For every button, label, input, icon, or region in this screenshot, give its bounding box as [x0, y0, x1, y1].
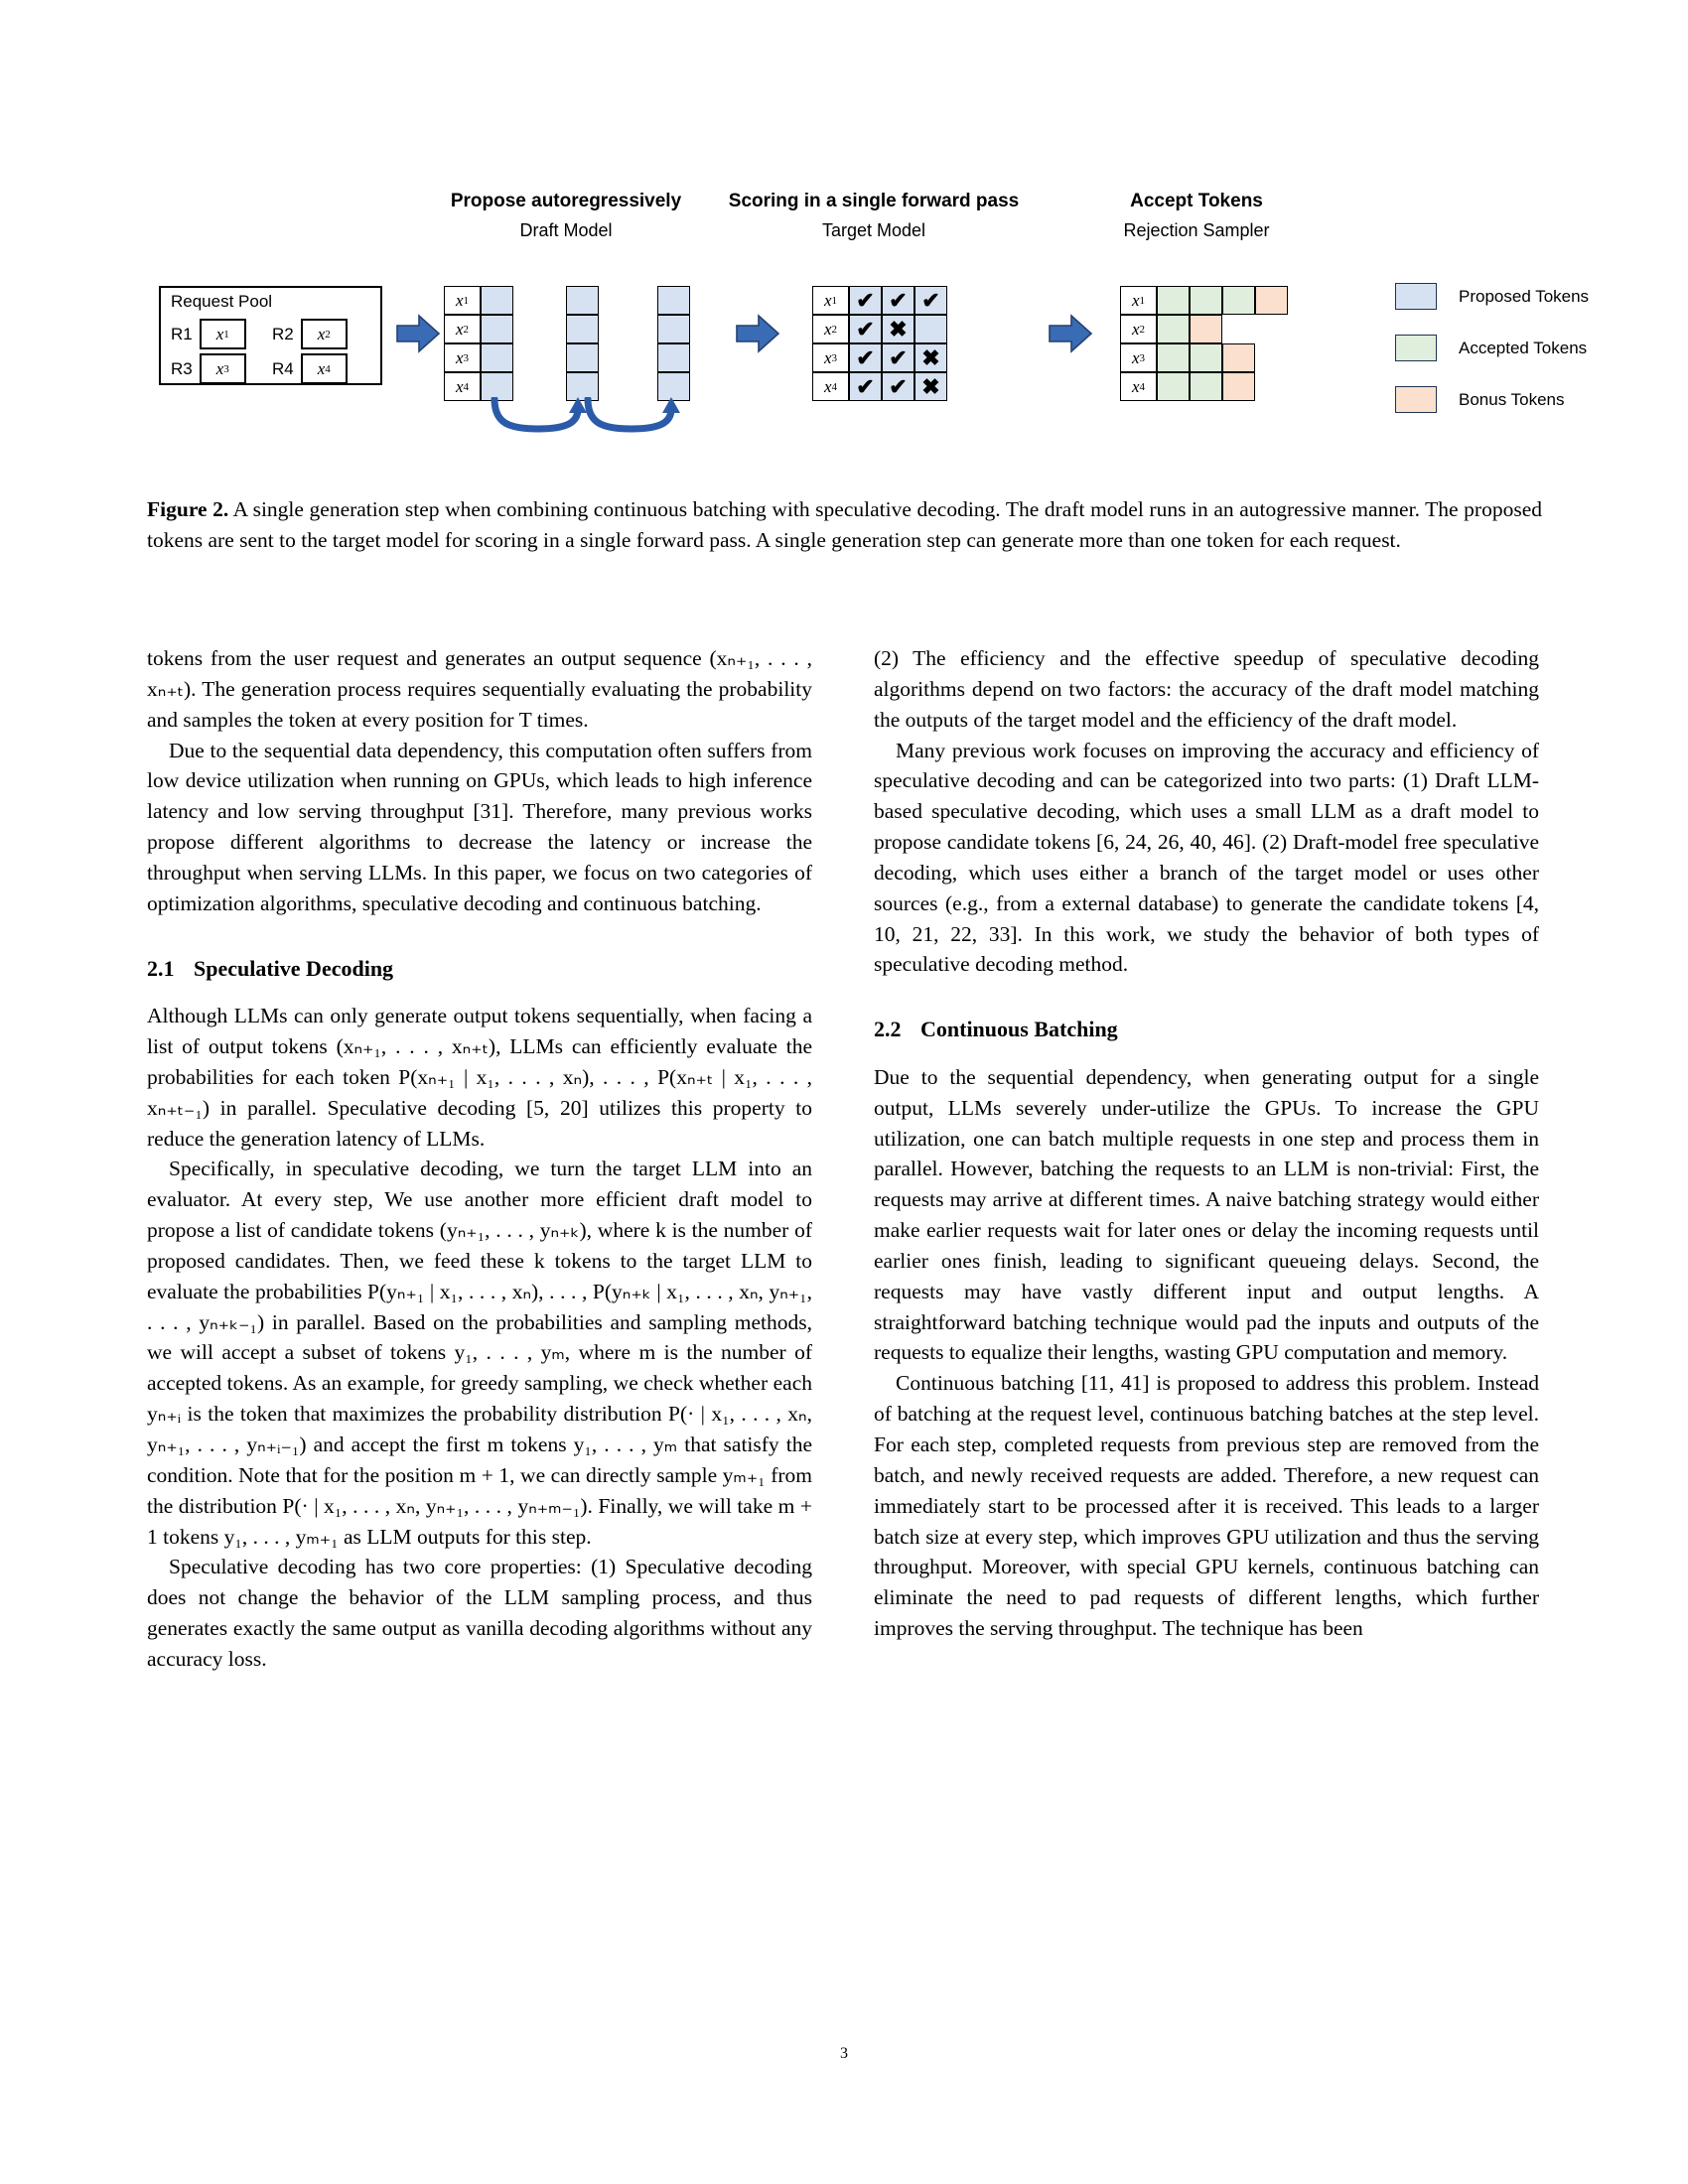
- figure-caption-label: Figure 2.: [147, 497, 229, 521]
- figure-caption: [147, 494, 1542, 555]
- cross-icon: ✖: [921, 344, 940, 370]
- request-label-r3: R3: [171, 358, 193, 378]
- accept-stage-title: Accept Tokens: [1130, 191, 1263, 211]
- accept-row-label-x1: x 1: [1120, 286, 1157, 315]
- score-cell-check: [914, 286, 947, 315]
- section-heading-2-1: [147, 953, 812, 985]
- draft-cell: [657, 286, 690, 315]
- empty-cell: [1255, 343, 1288, 372]
- draft-row-1: [566, 286, 599, 315]
- accepted-token-cell: [1190, 372, 1222, 401]
- figure-caption-text: A single generation step when combining continuous batching with speculative decoding. The draft model runs in an autogressive manner. The proposed tokens are sent to the target model for scoring in a single forward pass. A single generation step can generate more than one token for each request.: [147, 497, 1542, 552]
- figure-legend: [1395, 283, 1589, 438]
- page-number: 3: [840, 2045, 848, 2062]
- draft-cell: [566, 286, 599, 315]
- request-token-r1: x 1: [200, 319, 246, 349]
- draft-cell: [481, 315, 513, 343]
- draft-row-1: [444, 286, 513, 315]
- score-cell-check: [849, 315, 882, 343]
- empty-cell: [1222, 315, 1255, 343]
- figure-2: [0, 0, 1688, 552]
- draft-cell: [481, 286, 513, 315]
- accepted-token-cell: [1222, 286, 1255, 315]
- accept-row-label-x3: x 3: [1120, 343, 1157, 372]
- accept-row-label-x4: x 4: [1120, 372, 1157, 401]
- draft-stage-subtitle: Draft Model: [519, 220, 613, 240]
- target-row-x4: [812, 372, 947, 401]
- draft-row-1: [657, 286, 690, 315]
- target-row-label-x1: x 1: [812, 286, 849, 315]
- legend-swatch-accepted: [1395, 335, 1437, 361]
- legend-label-bonus: Bonus Tokens: [1459, 389, 1565, 409]
- draft-row-2: [657, 315, 690, 343]
- accepted-token-cell: [1190, 286, 1222, 315]
- target-row-label-x4: x 4: [812, 372, 849, 401]
- draft-model-grid-pass-1: [444, 286, 513, 401]
- target-row-label-x3: x 3: [812, 343, 849, 372]
- draft-row-3: [566, 343, 599, 372]
- bonus-token-cell: [1190, 315, 1222, 343]
- request-item-r4: [272, 353, 348, 384]
- bonus-token-cell: [1222, 372, 1255, 401]
- body-column-left: [147, 643, 812, 1675]
- accepted-token-cell: [1157, 343, 1190, 372]
- draft-row-label-x1: x 1: [444, 286, 481, 315]
- legend-label-proposed: Proposed Tokens: [1459, 286, 1590, 306]
- accept-row-x3: [1120, 343, 1288, 372]
- target-row-x2: [812, 315, 947, 343]
- accept-tokens-grid: [1120, 286, 1288, 401]
- paragraph-right-1: (2) The efficiency and the effective speedup of speculative decoding algorithms depend on two factors: the accuracy of the draft model matching the outputs of the target model and the efficiency of the draft model.: [874, 646, 1539, 732]
- legend-item-proposed: [1395, 283, 1589, 310]
- request-token-r3: x 3: [200, 353, 246, 384]
- paragraph-right-3: Due to the sequential dependency, when generating output for a single output, LLMs severely under-utilize the GPUs. To increase the GPU utilization, one can batch multiple requests in one step and process them in parallel. However, batching the requests to an LLM is non-trivial: First, the requests may arrive at different times. A naive batching strategy would either make earlier requests wait for later ones or delay the incoming requests until earlier ones finish, leading to significant queueing delays. Second, the requests may have vastly different input and output lengths. A straightforward batching technique would pad the inputs and outputs of the requests to equalize their lengths, wasting GPU computation and memory.: [874, 1064, 1539, 1365]
- target-stage-title: Scoring in a single forward pass: [728, 191, 1020, 211]
- request-label-r2: R2: [272, 324, 294, 343]
- request-token-r2: x 2: [301, 319, 348, 349]
- empty-cell: [1255, 372, 1288, 401]
- draft-row-label-x2: x 2: [444, 315, 481, 343]
- autoregressive-loop-arrow-2: [580, 397, 699, 439]
- request-item-r3: [171, 353, 246, 384]
- request-token-r4: x 4: [301, 353, 348, 384]
- check-icon: ✔: [856, 316, 875, 341]
- accept-row-x2: [1120, 315, 1288, 343]
- check-icon: ✔: [889, 287, 908, 313]
- paragraph-left-1: tokens from the user request and generates an output sequence (xₙ₊₁, . . . , xₙ₊ₜ). The generation process requires sequentially evaluating the probability and samples the token at every position for T times.: [147, 646, 812, 732]
- accept-row-label-x2: x 2: [1120, 315, 1157, 343]
- bonus-token-cell: [1222, 343, 1255, 372]
- accept-stage-subtitle: Rejection Sampler: [1123, 220, 1270, 240]
- arrow-pool-to-draft: [395, 313, 441, 354]
- check-icon: ✔: [856, 373, 875, 399]
- target-row-x1: [812, 286, 947, 315]
- score-cell-check: [849, 286, 882, 315]
- section-title-2-2: Continuous Batching: [920, 1017, 1118, 1042]
- check-icon: ✔: [921, 287, 940, 313]
- empty-cell: [1255, 315, 1288, 343]
- draft-cell: [481, 343, 513, 372]
- check-icon: ✔: [856, 287, 875, 313]
- accepted-token-cell: [1190, 343, 1222, 372]
- draft-cell: [566, 343, 599, 372]
- target-stage-subtitle: Target Model: [821, 220, 926, 240]
- request-item-r2: [272, 319, 348, 349]
- draft-cell: [566, 315, 599, 343]
- request-pool: [159, 286, 382, 385]
- legend-item-bonus: [1395, 386, 1589, 413]
- paragraph-left-2: Due to the sequential data dependency, this computation often suffers from low device utilization when running on GPUs, which leads to high inference latency and low serving throughput [31]. Therefore, many previous works propose different algorithms to decrease the latency or increase the throughput when serving LLMs. In this paper, we focus on two categories of optimization algorithms, speculative decoding and continuous batching.: [147, 738, 812, 915]
- section-number-2-1: 2.1: [147, 955, 175, 981]
- draft-row-2: [444, 315, 513, 343]
- request-label-r1: R1: [171, 324, 193, 343]
- accepted-token-cell: [1157, 372, 1190, 401]
- draft-row-label-x3: x 3: [444, 343, 481, 372]
- paragraph-left-4: Specifically, in speculative decoding, we turn the target LLM into an evaluator. At every step, We use another more efficient draft model to propose a list of candidate tokens (yₙ₊₁, . . . , yₙ₊ₖ), where k is the number of proposed candidates. Then, we feed these k tokens to the target LLM to evaluate the probabilities P(yₙ₊₁ | x₁, . . . , xₙ), . . . , P(yₙ₊ₖ | x₁, . . . , xₙ, yₙ₊₁, . . . , yₙ₊ₖ₋₁) in parallel. Based on the probabilities and sampling methods, we will accept a subset of tokens y₁, . . . , yₘ, where m is the number of accepted tokens. As an example, for greedy sampling, we check whether each yₙ₊ᵢ is the token that maximizes the probability distribution P(· | x₁, . . . , xₙ, yₙ₊₁, . . . , yₙ₊ᵢ₋₁) and accept the first m tokens y₁, . . . , yₘ that satisfy the condition. Note that for the position m + 1, we can directly sample yₘ₊₁ from the distribution P(· | x₁, . . . , xₙ, yₙ₊₁, . . . , yₙ₊ₘ₋₁). Finally, we will take m + 1 tokens y₁, . . . , yₘ₊₁ as LLM outputs for this step.: [147, 1157, 812, 1549]
- score-cell-cross: [882, 315, 914, 343]
- score-cell-cross: [914, 372, 947, 401]
- arrow-draft-to-target: [735, 313, 780, 354]
- request-item-r1: [171, 319, 246, 349]
- arrow-target-to-accept: [1048, 313, 1093, 354]
- score-cell-cross: [914, 343, 947, 372]
- accept-row-x1: [1120, 286, 1288, 315]
- score-cell-check: [882, 343, 914, 372]
- paragraph-right-2: Many previous work focuses on improving the accuracy and efficiency of speculative decoding and can be categorized into two parts: (1) Draft LLM-based speculative decoding, which uses a small LLM as a draft model to propose candidate tokens [6, 24, 26, 40, 46]. (2) Draft-model free speculative decoding, which uses either a branch of the target model or uses other sources (e.g., from a external database) to generate the candidate tokens [4, 10, 21, 22, 33]. In this work, we study the behavior of both types of speculative decoding method.: [874, 738, 1539, 977]
- paragraph-left-3: Although LLMs can only generate output tokens sequentially, when facing a list of output tokens (xₙ₊₁, . . . , xₙ₊ₜ), LLMs can efficiently evaluate the probabilities for each token P(xₙ₊₁ | x₁, . . . , xₙ), . . . , P(xₙ₊ₜ | x₁, . . . , xₙ₊ₜ₋₁) in parallel. Speculative decoding [5, 20] utilizes this property to reduce the generation latency of LLMs.: [147, 1004, 812, 1151]
- check-icon: ✔: [889, 344, 908, 370]
- draft-cell: [657, 343, 690, 372]
- target-row-x3: [812, 343, 947, 372]
- score-cell-check: [849, 372, 882, 401]
- target-row-label-x2: x 2: [812, 315, 849, 343]
- cross-icon: ✖: [889, 316, 908, 341]
- accepted-token-cell: [1157, 286, 1190, 315]
- paragraph-right-4: Continuous batching [11, 41] is proposed to address this problem. Instead of batching at the request level, continuous batching batches at the step level. For each step, completed requests from previous step are removed from the batch, and newly received requests are added. Therefore, a new request can immediately start to be processed after it is received. This leads to a larger batch size at every step, which improves GPU utilization and thus the serving throughput. Moreover, with special GPU kernels, continuous batching can eliminate the need to pad requests of different lengths, which further improves the serving throughput. The technique has been: [874, 1371, 1539, 1641]
- legend-item-accepted: [1395, 335, 1589, 361]
- accepted-token-cell: [1157, 315, 1190, 343]
- draft-row-2: [566, 315, 599, 343]
- target-model-grid: [812, 286, 947, 401]
- section-title-2-1: Speculative Decoding: [194, 955, 394, 981]
- check-icon: ✔: [889, 373, 908, 399]
- draft-stage-title: Propose autoregressively: [450, 191, 682, 211]
- request-label-r4: R4: [272, 358, 294, 378]
- draft-model-grid-pass-2: [566, 286, 599, 401]
- accept-row-x4: [1120, 372, 1288, 401]
- score-cell-check: [882, 372, 914, 401]
- body-column-right: [874, 643, 1539, 1644]
- legend-label-accepted: Accepted Tokens: [1459, 338, 1588, 357]
- request-pool-title: Request Pool: [171, 292, 273, 311]
- score-cell-check: [849, 343, 882, 372]
- cross-icon: ✖: [921, 373, 940, 399]
- score-cell-empty: [914, 315, 947, 343]
- draft-row-3: [657, 343, 690, 372]
- section-number-2-2: 2.2: [874, 1017, 902, 1042]
- draft-cell: [657, 315, 690, 343]
- check-icon: ✔: [856, 344, 875, 370]
- paragraph-left-5: Speculative decoding has two core properties: (1) Speculative decoding does not change the behavior of the LLM sampling process, and thus generates exactly the same output as vanilla decoding algorithms without any accuracy loss.: [147, 1555, 812, 1671]
- draft-row-label-x4: x 4: [444, 372, 481, 401]
- section-heading-2-2: [874, 1014, 1539, 1045]
- legend-swatch-bonus: [1395, 386, 1437, 413]
- legend-swatch-proposed: [1395, 283, 1437, 310]
- score-cell-check: [882, 286, 914, 315]
- draft-row-3: [444, 343, 513, 372]
- bonus-token-cell: [1255, 286, 1288, 315]
- draft-model-grid-pass-3: [657, 286, 690, 401]
